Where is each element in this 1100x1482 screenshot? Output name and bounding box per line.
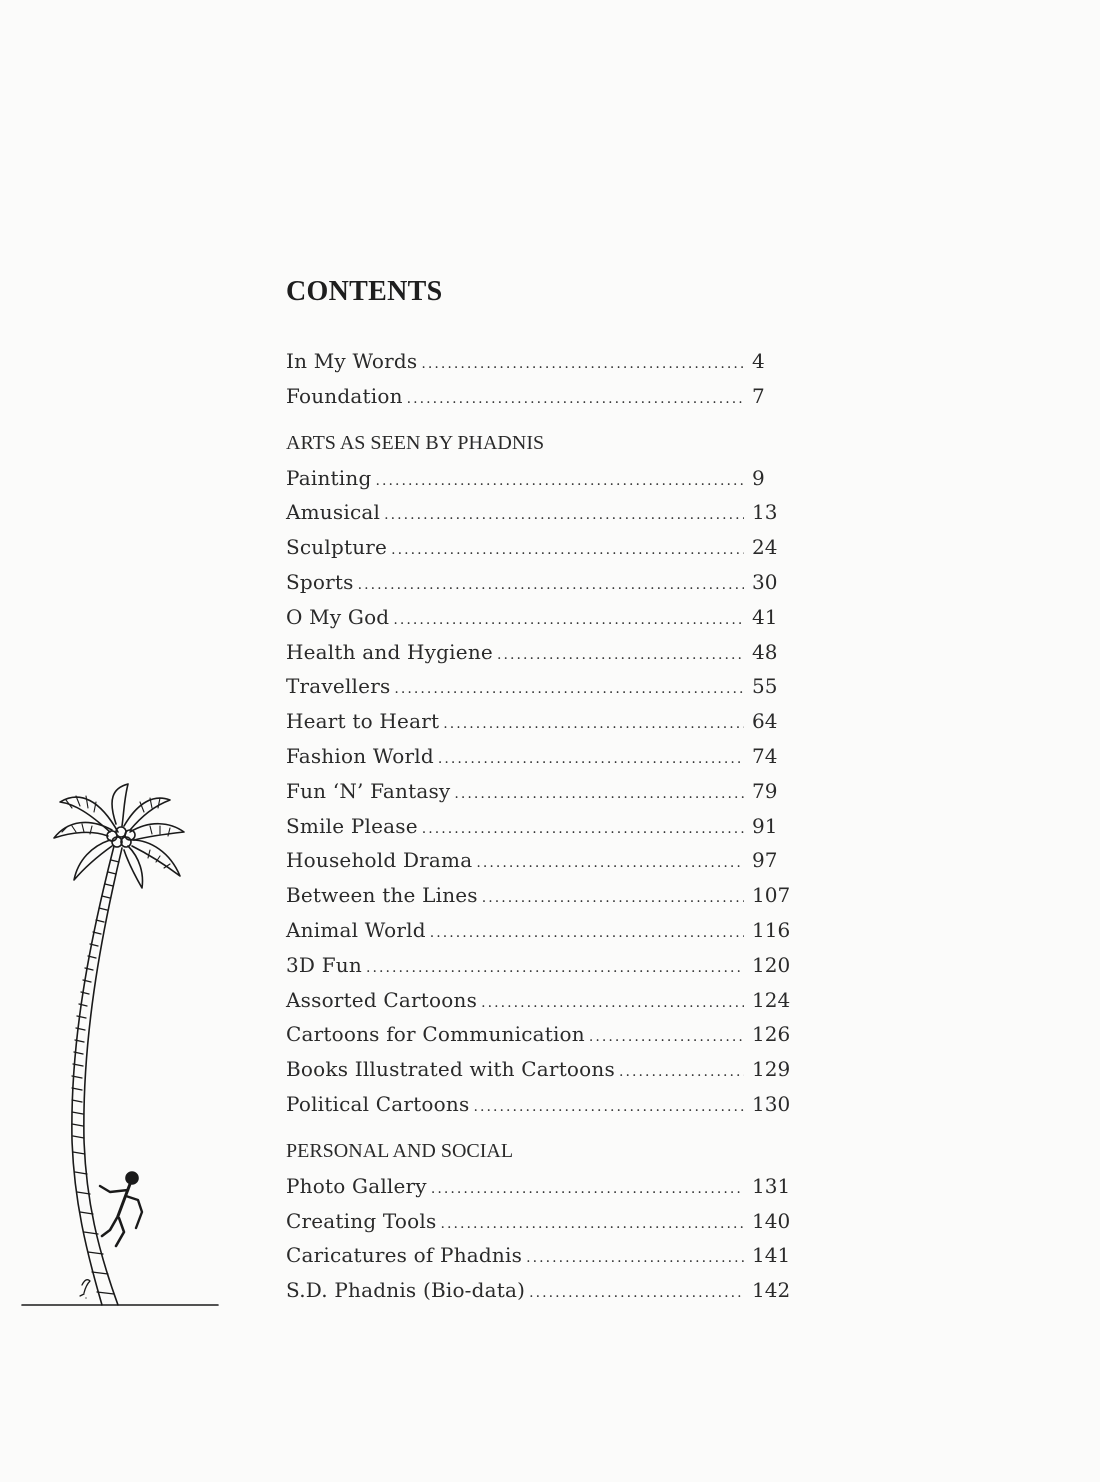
toc-entry [286,530,798,565]
dot-leader [443,707,744,742]
climber-figure [100,1172,142,1246]
toc-entry [286,344,798,379]
dot-leader [481,986,744,1021]
toc-entry [286,843,798,878]
toc-entry-title: 3D Fun [286,952,362,977]
toc-entry-title: Caricatures of Phadnis [286,1243,523,1268]
toc-entry-title: Travellers [286,674,391,699]
toc-entry [286,809,798,844]
toc-entry-page-number: 91 [752,813,778,838]
dot-leader [589,1020,744,1055]
toc-entry-title: Painting [286,465,372,490]
dot-leader [391,533,744,568]
dot-leader [473,1090,744,1125]
dot-leader [454,777,744,812]
toc-entry-title: Smile Please [286,813,418,838]
toc-entry-page-number: 48 [752,639,778,664]
toc-entry-page-number: 141 [752,1243,791,1268]
dot-leader [476,846,744,881]
toc-entry [286,600,798,635]
page-title: CONTENTS [286,276,443,307]
dot-leader [529,1276,744,1311]
toc-entry-page-number: 4 [752,349,765,373]
toc-entry-page-number: 74 [752,743,778,768]
dot-leader [393,603,744,638]
toc-entry-page-number: 7 [752,383,765,408]
toc-entry-title: Sports [286,569,354,594]
toc-entry-title: O My God [286,604,390,629]
toc-entry [286,774,798,809]
toc-entry-title: Fashion World [286,743,434,768]
toc-entry-title: Between the Lines [286,883,478,908]
toc-entry-page-number: 131 [752,1173,791,1198]
toc-entry-page-number: 64 [752,709,778,734]
toc-entry [286,878,798,913]
toc-entry [286,983,798,1018]
toc-entry-page-number: 129 [752,1057,791,1082]
toc-entry-page-number: 107 [752,883,791,908]
toc-entry [286,1017,798,1052]
dot-leader [366,951,744,986]
toc-entry-title: Photo Gallery [286,1173,427,1198]
toc-entry [286,565,798,600]
dot-leader [407,382,744,417]
toc-entry-title: Health and Hygiene [286,639,493,664]
toc-entry-page-number: 124 [752,987,791,1012]
toc-section [286,426,798,1122]
dot-leader [384,498,744,533]
toc-entry-title: Animal World [286,917,426,942]
toc-entry [286,913,798,948]
toc-entry [286,948,798,983]
toc-entry-page-number: 120 [752,952,791,977]
toc-entry-title: Household Drama [286,848,473,873]
toc-entry-title: Fun ‘N’ Fantasy [286,778,451,803]
dot-leader [482,881,744,916]
dot-leader [526,1241,744,1276]
toc-entry-title: Cartoons for Communication [286,1022,585,1047]
toc-entry [286,495,798,530]
palm-tree-climber-illustration [20,780,225,1315]
toc-intro-section [286,344,798,414]
toc-entry-page-number: 41 [752,604,778,629]
dot-leader [497,638,744,673]
toc-entry [286,1238,798,1273]
toc-entry-page-number: 55 [752,674,778,699]
toc-entry-title: Foundation [286,383,403,408]
toc-entry-page-number: 126 [752,1022,791,1047]
toc-entry-title: Political Cartoons [286,1091,470,1116]
toc-entry-title: Sculpture [286,535,388,560]
toc-section-heading: ARTS AS SEEN BY PHADNIS [286,431,545,454]
dot-leader [394,672,744,707]
toc-entry-page-number: 9 [752,465,765,490]
table-of-contents [286,344,798,1320]
toc-entry [286,1169,798,1204]
toc-entry [286,739,798,774]
toc-entry-page-number: 30 [752,569,778,594]
toc-entry [286,704,798,739]
toc-entry-title: Creating Tools [286,1208,437,1233]
toc-entry-title: S.D. Phadnis (Bio-data) [286,1278,526,1303]
dot-leader [619,1055,744,1090]
toc-entry-title: Amusical [286,500,381,525]
toc-entry-title: Heart to Heart [286,709,440,734]
dot-leader [375,464,744,499]
toc-entry [286,635,798,670]
dot-leader [440,1207,744,1242]
dot-leader [422,812,744,847]
toc-entry-page-number: 13 [752,500,778,525]
dot-leader [431,1172,744,1207]
toc-entry [286,461,798,496]
toc-entry [286,1273,798,1308]
artist-signature-mark [80,1280,90,1298]
toc-entry-page-number: 142 [752,1278,791,1303]
dot-leader [358,568,744,603]
toc-entry-title: In My Words [286,349,418,373]
toc-entry-page-number: 97 [752,848,778,873]
toc-section [286,1134,798,1308]
toc-entry-title: Assorted Cartoons [286,987,478,1012]
toc-entry-page-number: 140 [752,1208,791,1233]
toc-entry [286,1087,798,1122]
toc-entry-page-number: 24 [752,535,778,560]
toc-entry-page-number: 116 [752,917,791,942]
toc-section-heading: PERSONAL AND SOCIAL [286,1139,514,1162]
toc-entry-title: Books Illustrated with Cartoons [286,1057,615,1082]
toc-entry-page-number: 130 [752,1091,791,1116]
toc-entry [286,379,798,414]
dot-leader [438,742,744,777]
toc-entry [286,1204,798,1239]
toc-entry-page-number: 79 [752,778,778,803]
toc-entry [286,669,798,704]
toc-entry [286,1052,798,1087]
dot-leader [421,347,744,382]
dot-leader [430,916,744,951]
